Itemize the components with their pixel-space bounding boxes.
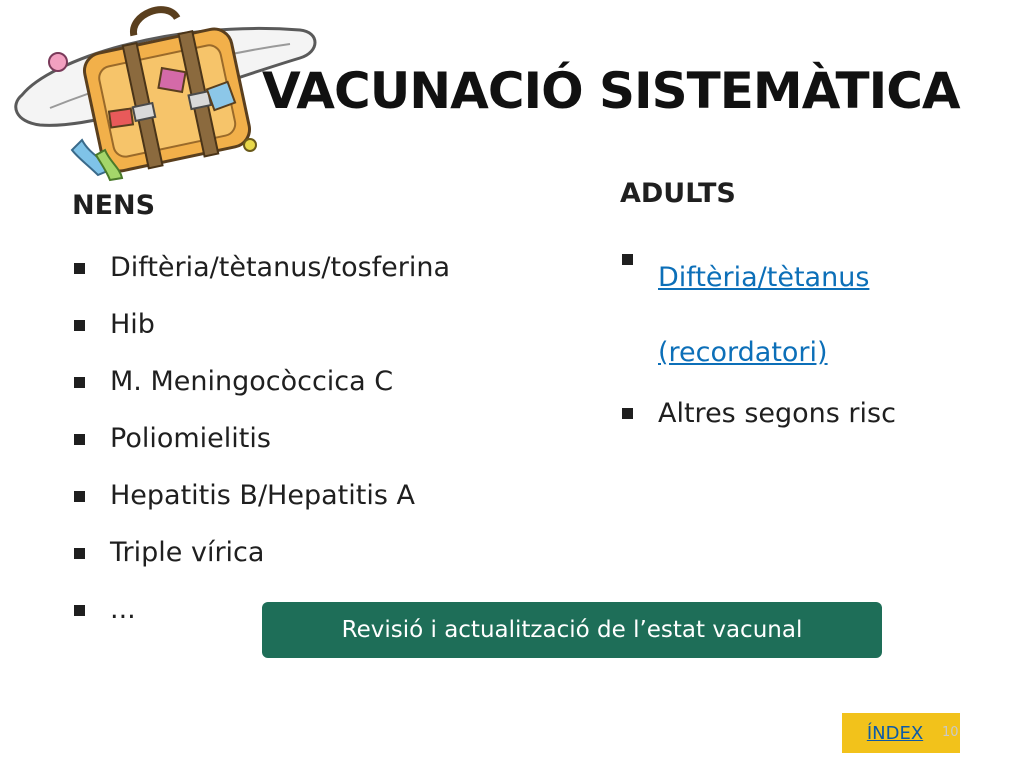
list-item: Poliomielitis xyxy=(72,417,450,474)
revision-banner: Revisió i actualització de l’estat vacunal xyxy=(262,602,882,658)
list-item: ... xyxy=(72,588,450,645)
page-number: 10 xyxy=(942,725,959,740)
square-bullet-icon xyxy=(622,408,633,419)
diftheria-tetanus-link[interactable]: Diftèria/tètanus (recordatori) xyxy=(658,262,870,368)
square-bullet-icon xyxy=(74,548,85,559)
nens-heading: NENS xyxy=(72,190,156,221)
nens-list xyxy=(72,246,450,645)
list-item: Altres segons risc xyxy=(620,394,938,444)
list-item: Hepatitis B/Hepatitis A xyxy=(72,474,450,531)
square-bullet-icon xyxy=(74,491,85,502)
square-bullet-icon xyxy=(74,605,85,616)
list-item: Hib xyxy=(72,303,450,360)
index-link[interactable]: ÍNDEX xyxy=(866,722,924,744)
square-bullet-icon xyxy=(622,254,633,265)
square-bullet-icon xyxy=(74,320,85,331)
list-item: Triple vírica xyxy=(72,531,450,588)
adults-heading: ADULTS xyxy=(620,178,736,209)
adults-list xyxy=(620,258,938,444)
list-item: M. Meningocòccica C xyxy=(72,360,450,417)
list-item: Diftèria/tètanus/tosferina xyxy=(72,246,450,303)
square-bullet-icon xyxy=(74,263,85,274)
slide-title: VACUNACIÓ SISTEMÀTICA xyxy=(262,62,960,120)
square-bullet-icon xyxy=(74,377,85,388)
list-item xyxy=(620,240,938,394)
square-bullet-icon xyxy=(74,434,85,445)
